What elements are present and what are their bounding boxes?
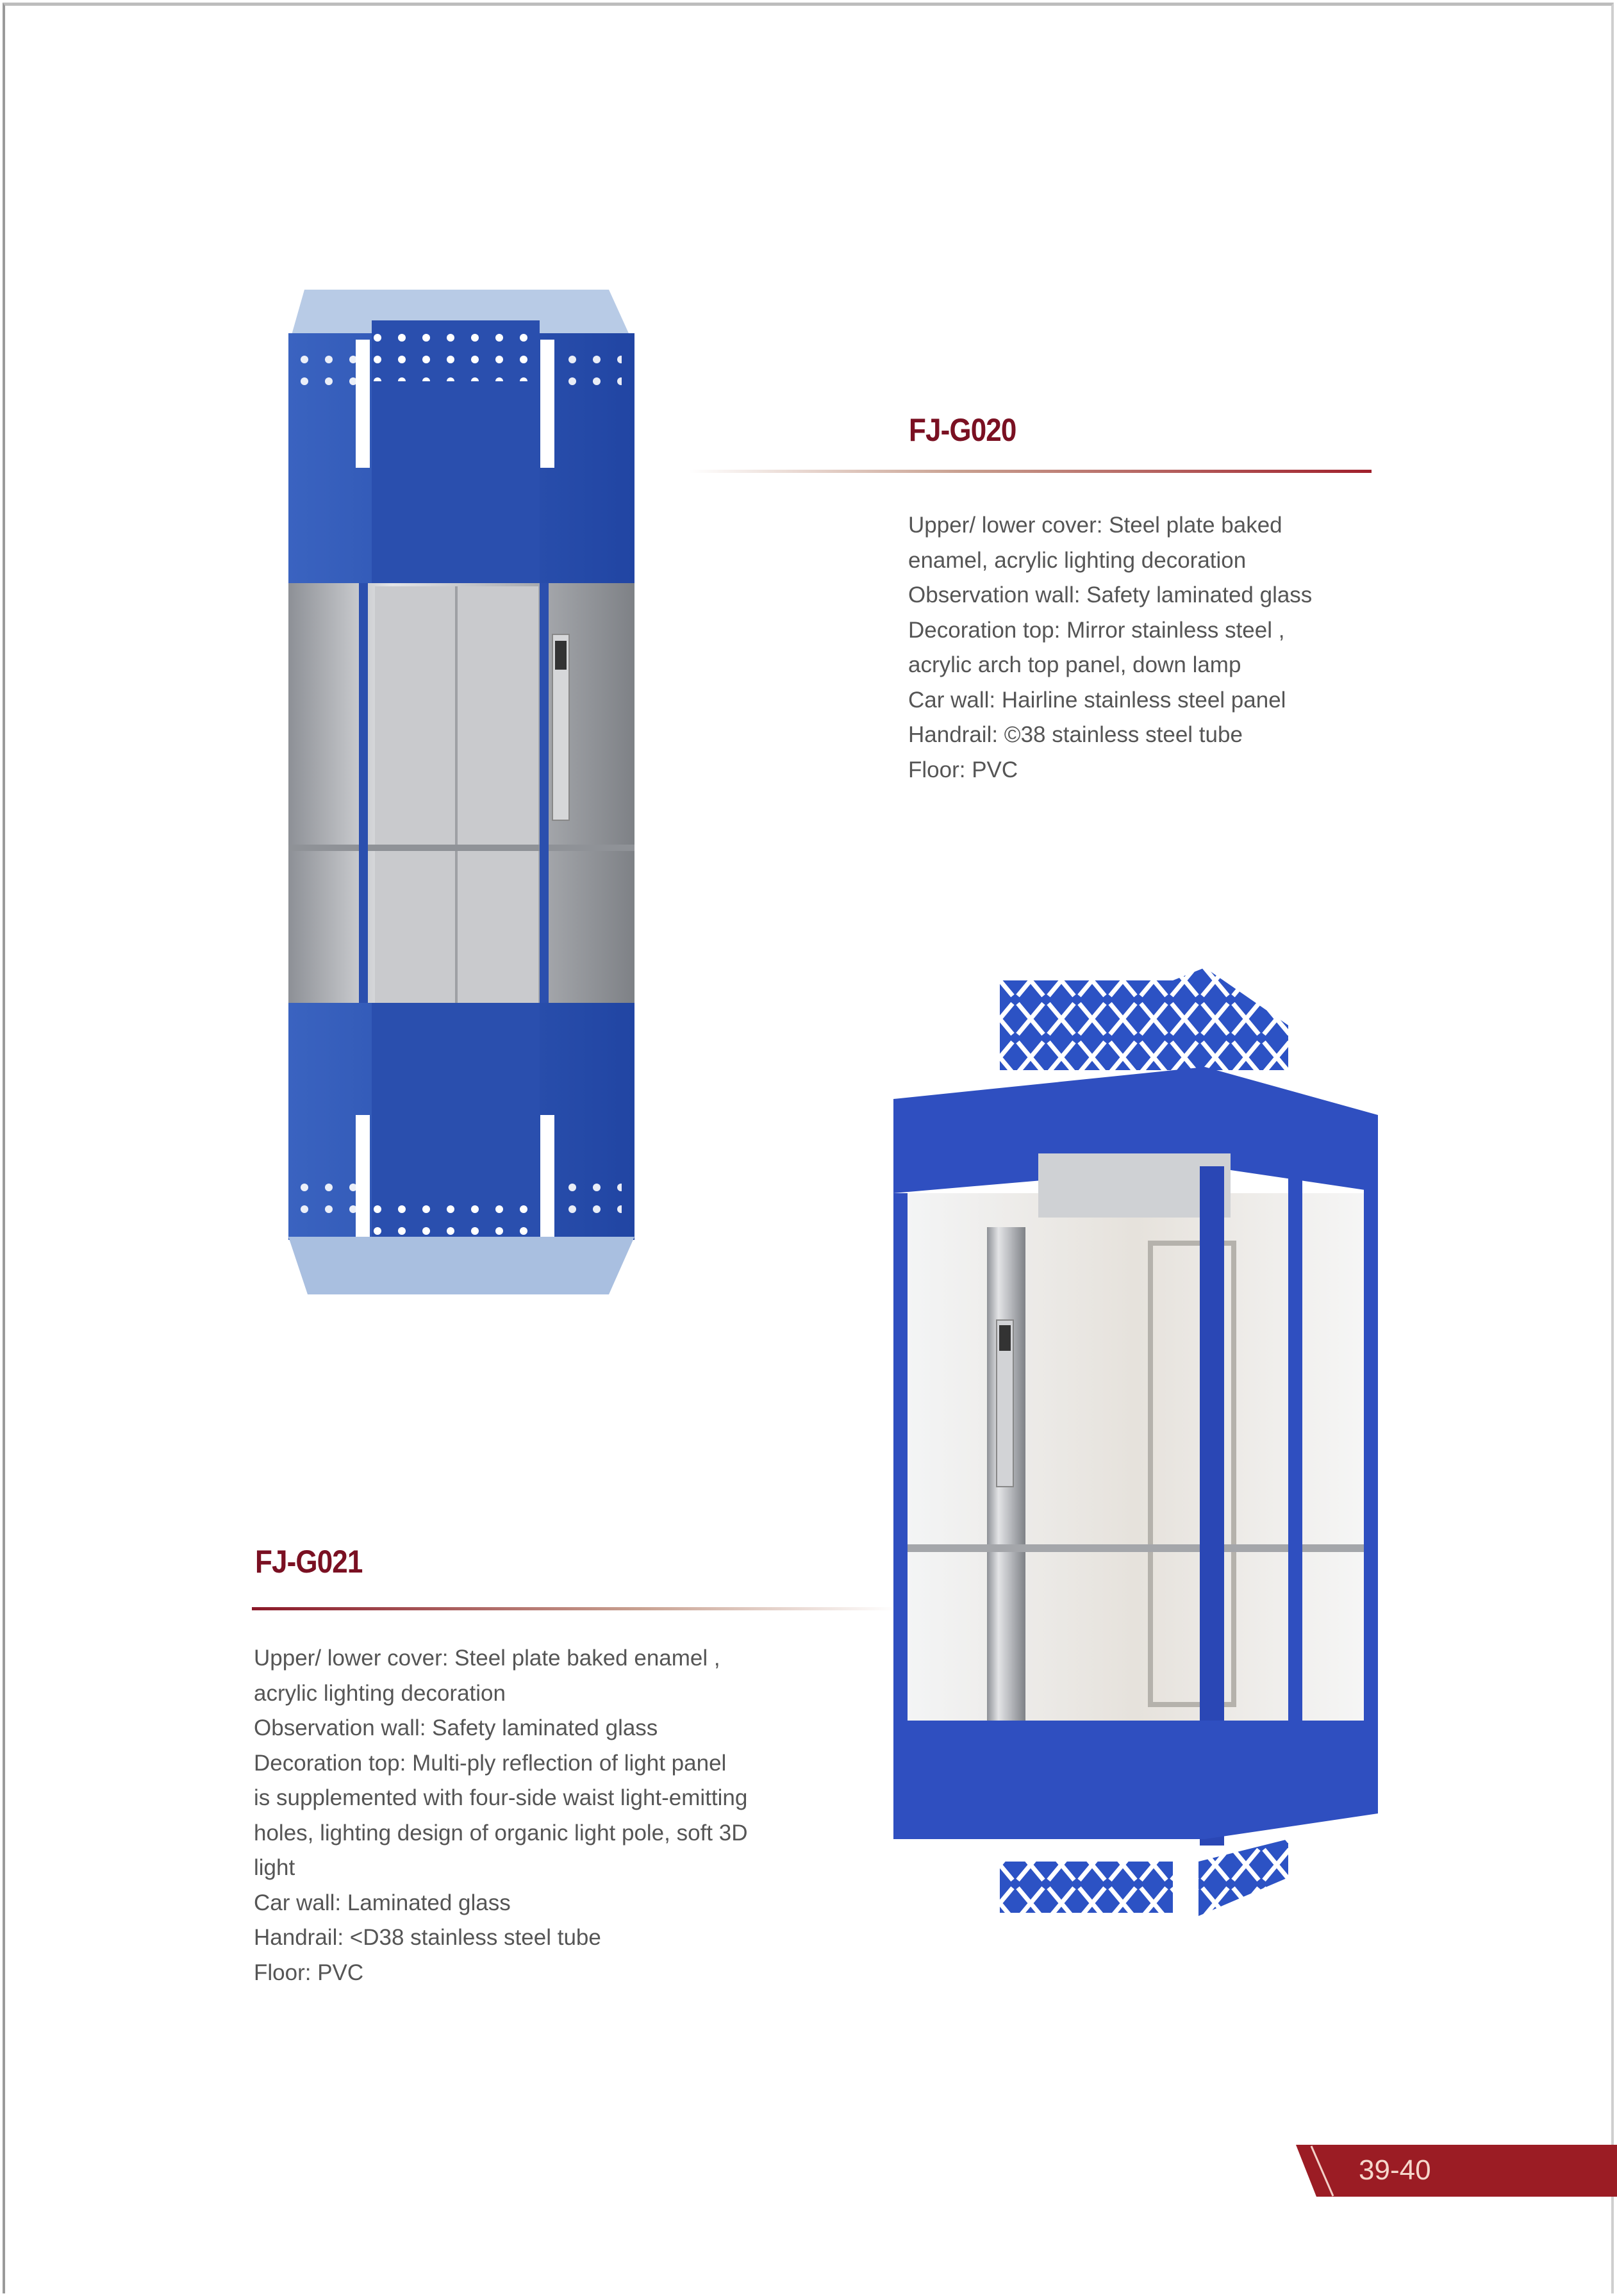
- spec-line: Handrail: <D38 stainless steel tube: [254, 1925, 601, 1950]
- product-model-title: FJ-G020: [909, 412, 1016, 448]
- product-specs: [254, 1641, 747, 1990]
- spec-line: Handrail: ©38 stainless steel tube: [908, 722, 1243, 747]
- spec-line: Observation wall: Safety laminated glass: [254, 1715, 658, 1740]
- spec-line: is supplemented with four-side waist light-emitting: [254, 1785, 748, 1810]
- title-divider: [252, 1607, 896, 1610]
- spec-line: enamel, acrylic lighting decoration: [908, 547, 1247, 573]
- elevator-fj-g020-image: [288, 290, 634, 1294]
- spec-line: Car wall: Hairline stainless steel panel: [908, 687, 1286, 713]
- title-divider: [689, 470, 1372, 473]
- spec-line: Upper/ lower cover: Steel plate baked: [908, 513, 1282, 538]
- page-number: 39-40: [1359, 2154, 1431, 2186]
- spec-line: acrylic lighting decoration: [254, 1680, 506, 1706]
- elevator-fj-g021-image: [893, 968, 1378, 1916]
- product-specs: [908, 508, 1312, 788]
- spec-line: Decoration top: Multi-ply reflection of light panel: [254, 1750, 727, 1776]
- spec-line: Floor: PVC: [908, 757, 1018, 782]
- spec-line: Car wall: Laminated glass: [254, 1890, 511, 1915]
- spec-line: Upper/ lower cover: Steel plate baked enamel ,: [254, 1646, 720, 1671]
- spec-line: Decoration top: Mirror stainless steel ,: [908, 617, 1285, 643]
- spec-line: holes, lighting design of organic light pole, soft 3D: [254, 1820, 748, 1846]
- spec-line: Observation wall: Safety laminated glass: [908, 582, 1313, 607]
- product-model-title: FJ-G021: [255, 1544, 363, 1580]
- spec-line: acrylic arch top panel, down lamp: [908, 652, 1241, 677]
- page-number-banner: [1296, 2145, 1617, 2197]
- spec-line: light: [254, 1855, 295, 1880]
- spec-line: Floor: PVC: [254, 1960, 364, 1985]
